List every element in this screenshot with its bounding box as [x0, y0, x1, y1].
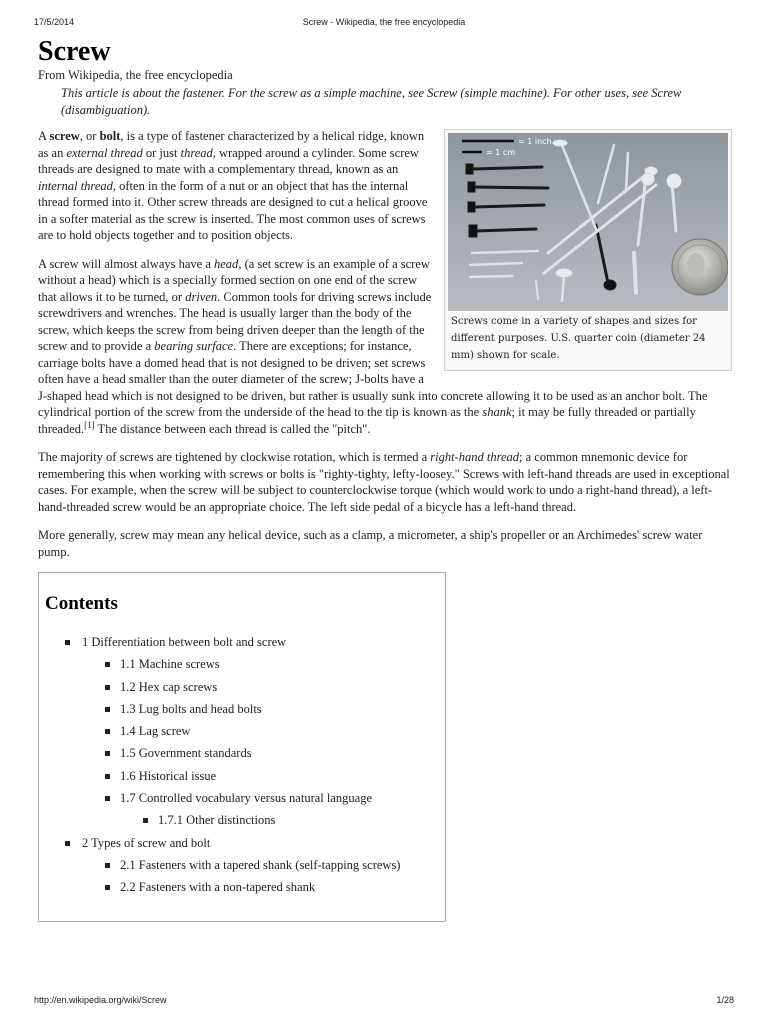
toc-item[interactable]: 1.7 Controlled vocabulary versus natural language	[45, 791, 439, 806]
paragraph-general: More generally, screw may mean any helical device, such as a clamp, a micrometer, a ship's propeller or an Archimedes' screw water pump.	[38, 528, 703, 559]
toc-item[interactable]: 1.4 Lag screw	[45, 724, 439, 739]
toc-title: Contents	[45, 593, 118, 614]
paragraph-rotation: The majority of screws are tightened by clockwise rotation, which is termed a right-hand thread; a common mnemonic device for remembering this when working with screws or bolts is "righty-tighty, lefty-loosey." Screws with left-hand threads are used in exceptional cases. For example, when the screw will be subject to counterclockwise torque (which would work to undo a right-hand thread), a left-hand-threaded screw would be an appropriate choice. The left side pedal of a bicycle has a left-hand thread.	[38, 450, 730, 514]
paragraph-head: A screw will almost always have a head, (a set screw is an example of a screw without a head) which is a specially formed section on one end of the screw that allows it to be turned, or driven. Common tools for driving screws include screwdrivers and wrenches. The head is usually larger than the body of the screw, which keeps the screw from being driven deeper than the length of the screw and to provide a bearing surface. There are exceptions; for instance, carriage bolts have a domed head that is not designed to be driven; set screws often have a head smaller than the outer diameter of the screw; J-bolts have a J-shaped head which is not designed to be driven, but rather is usually sunk into concrete allowing it to be used as an anchor bolt. The cylindrical portion of the screw from the underside of the head to the tip is known as the shank; it may be fully threaded or partially threaded.[1] The distance between each thread is called the "pitch".	[38, 256, 708, 436]
term-bearing-surface: bearing surface	[154, 339, 234, 353]
toc-list	[45, 635, 439, 895]
toc-item[interactable]: 2.2 Fasteners with a non-tapered shank	[45, 880, 439, 895]
article-body	[38, 128, 732, 922]
toc-item[interactable]: 2.1 Fasteners with a tapered shank (self-tapping screws)	[45, 858, 439, 873]
table-of-contents	[38, 572, 446, 922]
article-content	[38, 36, 732, 922]
toc-item[interactable]: 1 Differentiation between bolt and screw	[45, 635, 439, 650]
page-url: http://en.wikipedia.org/wiki/Screw	[34, 995, 167, 1005]
toc-item[interactable]: 1.1 Machine screws	[45, 657, 439, 672]
term-shank: shank	[482, 405, 512, 419]
term-internal-thread: internal thread	[38, 178, 113, 193]
hatnote[interactable]: This article is about the fastener. For the screw as a simple machine, see Screw (simple machine). For other uses, see Screw (disambiguation).	[61, 86, 682, 117]
toc-item[interactable]: 1.5 Government standards	[45, 746, 439, 761]
toc-item[interactable]: 2 Types of screw and bolt	[45, 836, 439, 851]
term-head: head	[214, 256, 239, 271]
print-header	[34, 17, 734, 31]
scale-label-cm: = 1 cm	[486, 148, 516, 157]
print-page-title: Screw - Wikipedia, the free encyclopedia	[302, 17, 466, 27]
scale-label-inch: = 1 inch	[518, 137, 552, 146]
term-bolt: bolt	[99, 129, 121, 143]
term-thread: thread	[180, 145, 213, 160]
site-tagline: From Wikipedia, the free encyclopedia	[38, 68, 233, 82]
toc-item[interactable]: 1.7.1 Other distinctions	[45, 813, 439, 828]
screws-photo[interactable]	[448, 133, 728, 311]
term-right-hand-thread: right-hand thread	[430, 450, 520, 464]
term-screw: screw	[49, 129, 80, 143]
term-external-thread: external thread	[66, 145, 143, 160]
figure-caption: Screws come in a variety of shapes and sizes for different purposes. U.S. quarter coin (diameter 24 mm) shown for scale.	[451, 316, 706, 361]
toc-item[interactable]: 1.3 Lug bolts and head bolts	[45, 702, 439, 717]
print-footer	[34, 995, 734, 1009]
term-driven: driven	[185, 289, 218, 304]
paragraph-intro: A screw, or bolt, is a type of fastener characterized by a helical ridge, known as an external thread or just thread, wrapped around a cylinder. Some screw threads are designed to mate with a complementary thread, known as an internal thread, often in the form of a nut or an object that has the internal thread formed into it. Other screw threads are designed to cut a helical groove in a softer material as the screw is inserted. The most common uses of screws are to hold objects together and to position objects.	[38, 129, 428, 242]
figure-thumbnail[interactable]	[444, 129, 732, 371]
toc-item[interactable]: 1.6 Historical issue	[45, 769, 439, 784]
page-number: 1/28	[716, 995, 734, 1005]
toc-item[interactable]: 1.2 Hex cap screws	[45, 680, 439, 695]
print-date: 17/5/2014	[34, 17, 75, 27]
page-title: Screw	[38, 36, 111, 67]
reference-link[interactable]: [1]	[84, 419, 95, 430]
